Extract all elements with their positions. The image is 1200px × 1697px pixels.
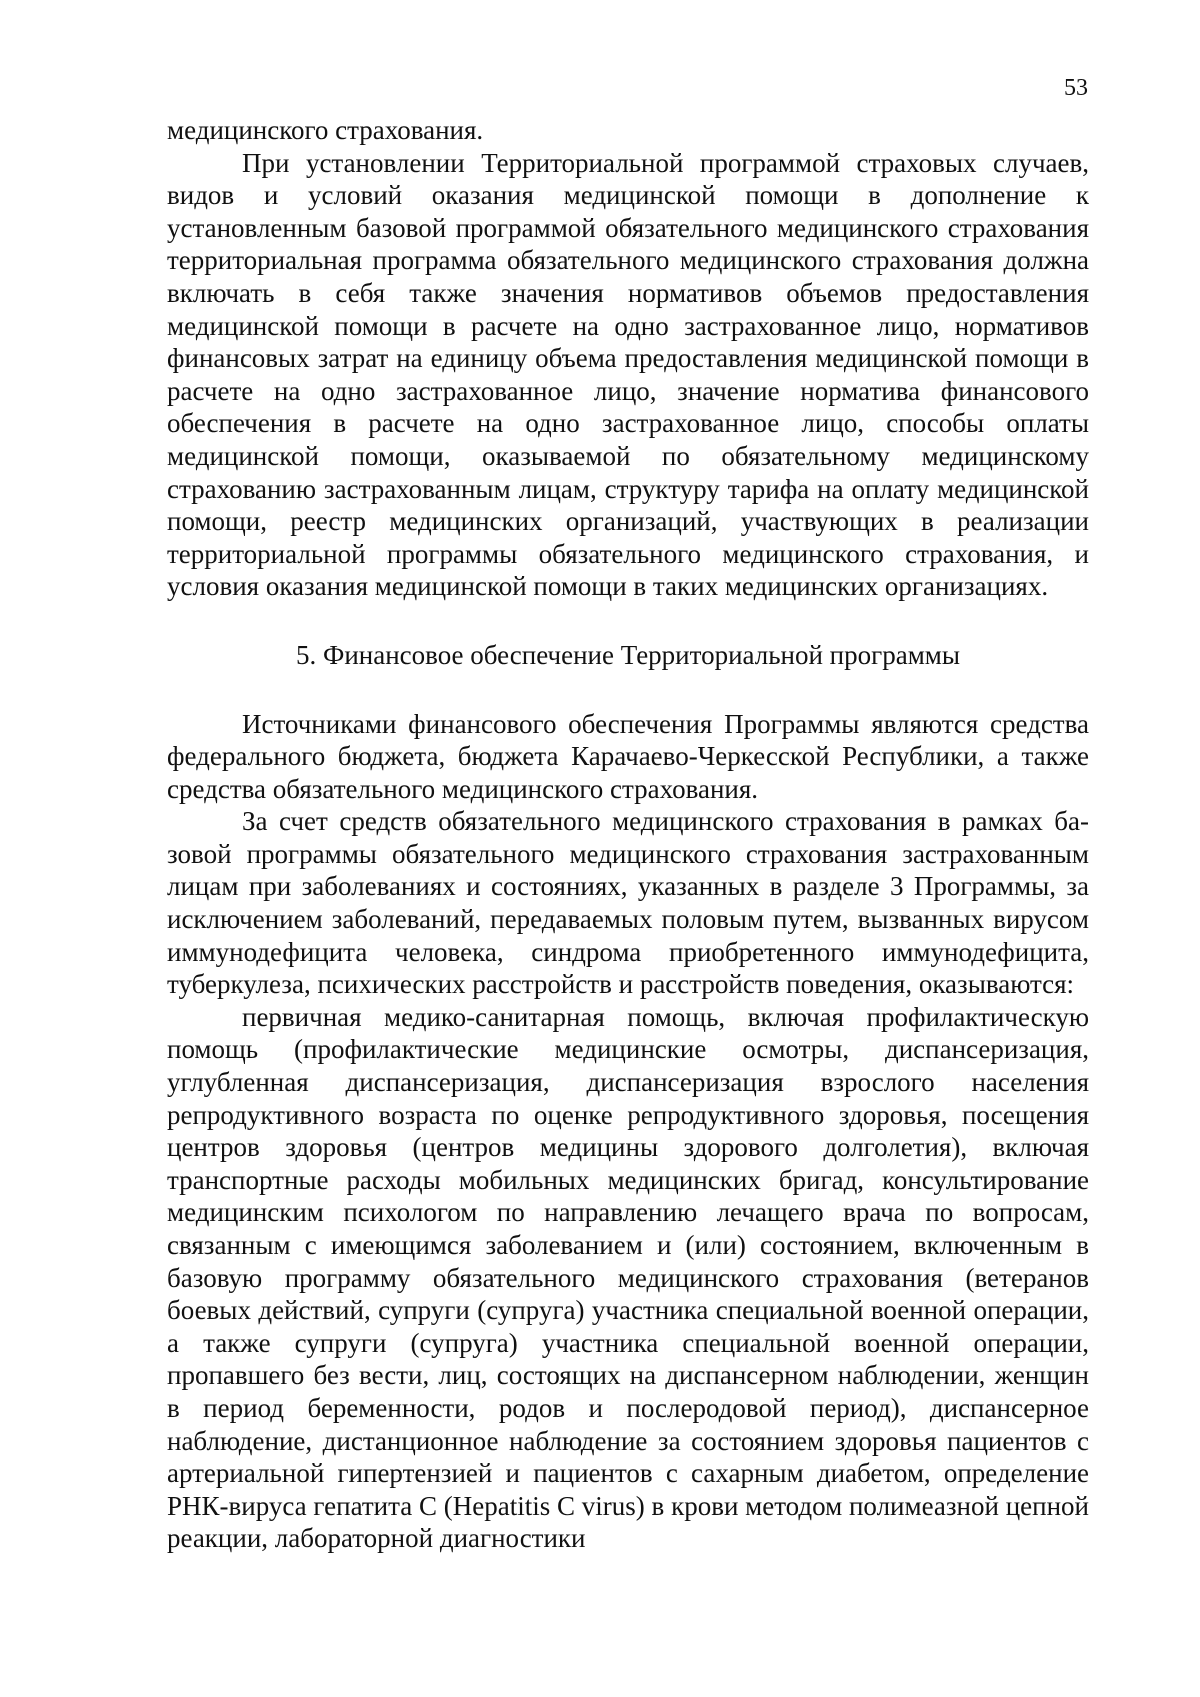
paragraph-primary-care: первичная медико-санитарная помощь, включая профилактическую помощь (профилактические медицинские осмотры, диспансеризация, углубленная диспансеризация, диспансеризация взрослого населения репродуктивного возраста по оценке репродуктивного здоровья, посещения центров здоровья (центров медицины здорового долголетия), включая транспортные расходы мобильных медицинских бригад, консультирование медицинским психологом по направлению лечащего врача по вопросам, связанным с имеющимся заболеванием и (или) состоянием, включенным в базовую программу обязательного медицинского страхования (ветеранов боевых действий, супруги (супруга) участника специальной военной операции, а также супруги (супруга) участника специальной военной операции, пропавшего без вести, лиц, состоящих на диспансерном наблюдении, женщин в период беременности, родов и послеродовой период), диспансерное наблюдение, дистанционное наблюдение за состоянием здоровья пациентов с артериальной гипертензией и пациентов с сахарным диабетом, определение РНК-вируса гепатита С (Hepatitis C virus) в крови методом полимеазной цепной реакции, лабораторной диагностики [167,1001,1089,1554]
paragraph-funding-sources: Источниками финансового обеспечения Программы являются средства федерального бюджета, бюджета Карачаево-Черкесской Республики, а также средства обязательного медицинского страхования. [167,708,1089,804]
page-number: 53 [1064,75,1088,101]
paragraph-continuation: медицинского страхования. [167,115,484,145]
document-body [167,114,1089,1555]
paragraph-oms-funding: За счет средств обязательного медицинского страхования в рамках базовой программы обязательного медицинского страхования застрахованным лицам при заболеваниях и состояниях, указанных в разделе 3 Программы, за исключением заболеваний, передаваемых половым путем, вызванных вирусом иммунодефицита человека, синдрома приобретенного иммунодефицита, туберкулеза, психических расстройств и расстройств поведения, оказываются: [167,806,1089,1000]
section-heading: 5. Финансовое обеспечение Территориальной программы [295,639,961,670]
paragraph-territorial-program: При установлении Территориальной программой страховых случаев, видов и условий оказания медицинской помощи в дополнение к установленным базовой программой обязательного медицинского страхования территориальная программа обязательного медицинского страхования должна включать в себя также значения нормативов объемов предоставления медицинской помощи в расчете на одно застрахованное лицо, нормативов финансовых затрат на единицу объема предоставления медицинской помощи в расчете на одно застрахованное лицо, значение норматива финансового обеспечения в расчете на одно застрахованное лицо, способы оплаты медицинской помощи, оказываемой по обязательному медицинскому страхованию застрахованным лицам, структуру тарифа на оплату медицинской помощи, реестр медицинских организаций, участвующих в реализации территориальной программы обязательного медицинского страхования, и условия оказания медицинской помощи в таких медицинских организациях. [167,147,1089,602]
